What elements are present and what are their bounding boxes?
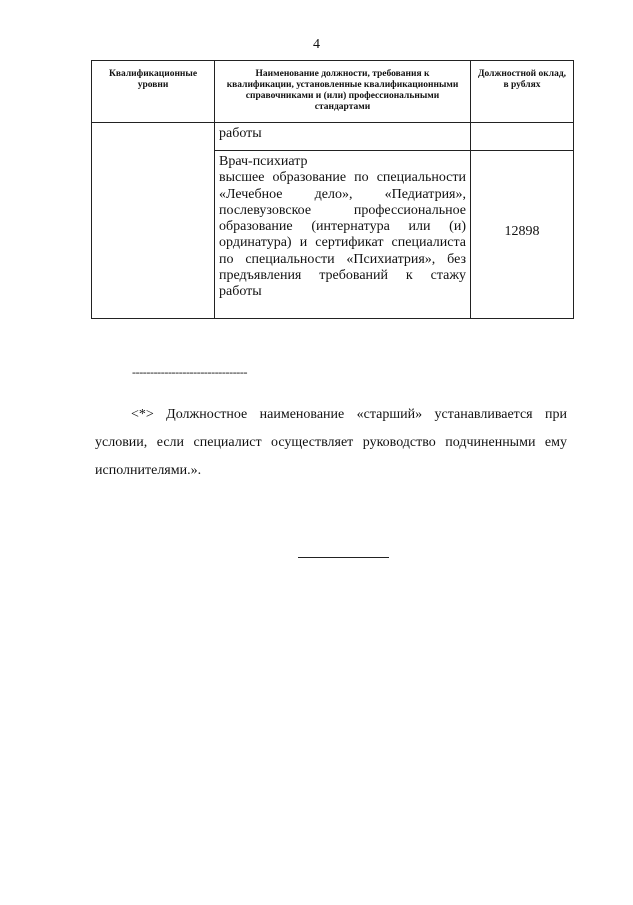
position-title: Врач-психиатр [219,154,308,169]
header-position-requirements: Наименование должности, требования к квалификации, установленные квалификационными справочниками и (или) профессиональными стандартами [215,61,471,123]
requirement-line: послевузовское профессиональное [219,202,466,218]
footnote [95,401,567,485]
position-cell [215,151,471,319]
qualification-table [91,60,574,319]
footnote-separator: -------------------------------- [132,365,248,379]
footnote-line: исполнителями.». [95,463,202,478]
footnote-line: условии, если специалист осуществляет руководство подчиненными ему [95,435,567,450]
salary-cell: 12898 [471,151,574,319]
page-number: 4 [313,37,320,52]
qualification-level-cell [92,123,215,319]
requirement-line: образование (интернатура или (и) [219,219,466,235]
header-qualification-levels: Квалификационные уровни [92,61,215,123]
header-salary: Должностной оклад, в рублях [471,61,574,123]
end-rule [298,557,389,558]
requirement-line: «Лечебное дело», «Педиатрия», [219,186,466,202]
requirement-line: по специальности «Психиатрия», без [219,251,466,267]
requirement-line: высшее образование по специальности [219,170,466,186]
footnote-line: <*> Должностное наименование «старший» устанавливается при [131,407,567,422]
table-header-row [92,61,574,123]
table-row [92,123,574,151]
requirement-line: ординатура) и сертификат специалиста [219,235,466,251]
requirement-line: предъявления требований к стажу [219,268,466,284]
requirement-line: работы [219,284,262,300]
continuation-cell: работы [215,123,471,151]
empty-salary-cell [471,123,574,151]
